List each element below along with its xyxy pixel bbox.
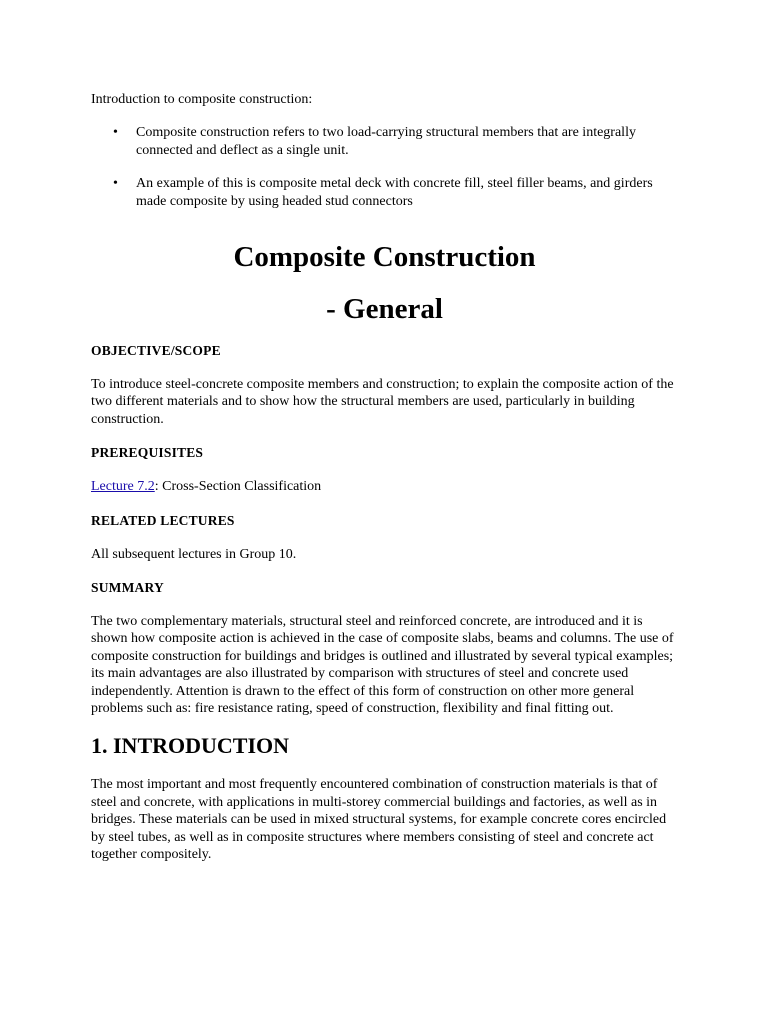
bullet-text: Composite construction refers to two load-carrying structural members that are integrally connected and deflect as a single unit. [136, 125, 636, 158]
lecture-link[interactable]: Lecture 7.2 [91, 479, 155, 495]
document-subtitle: - General [326, 293, 443, 325]
related-label: RELATED LECTURES [91, 512, 235, 528]
related-text: All subsequent lectures in Group 10. [91, 546, 297, 562]
prerequisites-rest: : Cross-Section Classification [154, 479, 322, 495]
document-title: Composite Construction [233, 241, 536, 273]
summary-label: SUMMARY [91, 580, 164, 596]
list-item [91, 175, 678, 210]
bullet-text: An example of this is composite metal deck with concrete fill, steel filler beams, and girders made composite by using headed stud connectors [136, 176, 653, 209]
list-item [91, 124, 678, 159]
bullet-icon: • [113, 176, 118, 191]
introduction-text: The most important and most frequently encountered combination of construction materials is that of steel and concrete, with applications in multi-storey commercial buildings and factories, as well as in bridges. These materials can be used in mixed structural systems, for example concrete cores encircled by steel tubes, as well as in composite structures where members consisting of steel and concrete act together compositely. [91, 777, 667, 863]
intro-heading: Introduction to composite construction: [91, 92, 313, 107]
objective-label: OBJECTIVE/SCOPE [91, 343, 221, 358]
intro-bullet-list [91, 124, 678, 210]
introduction-heading: 1. INTRODUCTION [91, 733, 290, 759]
summary-text: The two complementary materials, structural steel and reinforced concrete, are introduced and it is shown how composite action is achieved in the case of composite slabs, beams and columns. The use of composite construction for buildings and bridges is outlined and illustrated by several typical examples; its main advantages are also illustrated by comparison with structures of steel and concrete used independently. Attention is drawn to the effect of this form of construction on other more general problems such as: fire resistance rating, speed of construction, flexibility and final fitting out. [91, 614, 674, 717]
bullet-icon: • [113, 125, 118, 140]
objective-text: To introduce steel-concrete composite members and construction; to explain the composite action of the two different materials and to show how the structural members are used, particularly in building construction. [91, 377, 674, 427]
prerequisites-text [91, 478, 678, 495]
prerequisites-label: PREREQUISITES [91, 445, 204, 461]
